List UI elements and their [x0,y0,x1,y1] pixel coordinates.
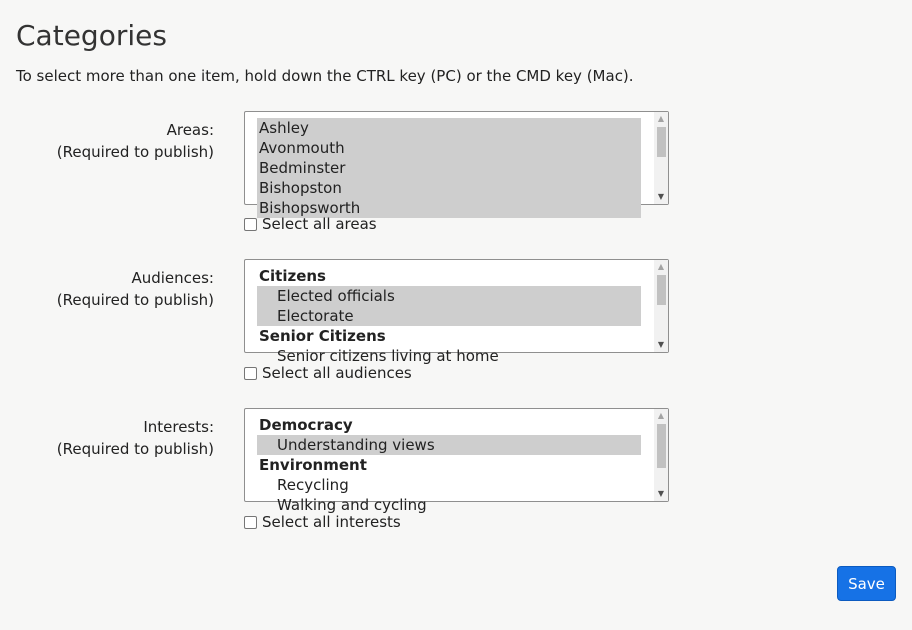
interests-label [57,416,214,460]
select-all-audiences-checkbox[interactable] [244,367,257,380]
instructions-text: To select more than one item, hold down the CTRL key (PC) or the CMD key (Mac). [16,67,634,85]
areas-label [57,119,214,163]
areas-listbox[interactable] [244,111,669,217]
save-button[interactable]: Save [837,566,896,601]
audiences-option[interactable]: Electorate [257,306,641,326]
areas-option[interactable]: Bishopsworth [257,198,641,218]
select-all-interests[interactable] [244,512,401,532]
areas-scrollbar[interactable] [654,112,668,204]
interests-scrollbar[interactable] [654,409,668,501]
select-all-areas-label[interactable]: Select all areas [262,215,377,233]
audiences-label-text: Audiences: [131,269,214,287]
interests-option[interactable]: Recycling [277,476,349,494]
interests-option[interactable]: Understanding views [257,435,641,455]
scrollbar-thumb[interactable] [657,127,666,157]
areas-option[interactable]: Bedminster [257,158,641,178]
audiences-option[interactable]: Citizens [259,267,326,285]
audiences-option[interactable]: Elected officials [257,286,641,306]
interests-required-note: (Required to publish) [56,440,214,458]
select-all-interests-label[interactable]: Select all interests [262,513,401,531]
interests-option[interactable]: Environment [259,456,367,474]
select-all-areas-checkbox[interactable] [244,218,257,231]
scroll-down-arrow-icon[interactable]: ▼ [657,489,665,498]
page-title: Categories [16,19,167,52]
scroll-up-arrow-icon[interactable]: ▲ [657,262,665,271]
select-all-interests-checkbox[interactable] [244,516,257,529]
select-all-audiences-label[interactable]: Select all audiences [262,364,412,382]
interests-option[interactable]: Walking and cycling [277,496,427,514]
select-all-areas[interactable] [244,214,377,234]
interests-listbox[interactable] [244,408,669,514]
scroll-up-arrow-icon[interactable]: ▲ [657,114,665,123]
scrollbar-thumb[interactable] [657,424,666,468]
scroll-down-arrow-icon[interactable]: ▼ [657,340,665,349]
interests-label-text: Interests: [143,418,214,436]
areas-option[interactable]: Avonmouth [257,138,641,158]
audiences-option[interactable]: Senior citizens living at home [277,347,499,365]
areas-option[interactable]: Bishopston [257,178,641,198]
audiences-listbox[interactable] [244,259,669,365]
audiences-scrollbar[interactable] [654,260,668,352]
scroll-down-arrow-icon[interactable]: ▼ [657,192,665,201]
areas-required-note: (Required to publish) [56,143,214,161]
select-all-audiences[interactable] [244,363,412,383]
scrollbar-thumb[interactable] [657,275,666,305]
scroll-up-arrow-icon[interactable]: ▲ [657,411,665,420]
interests-option[interactable]: Democracy [259,416,353,434]
audiences-label [57,267,214,311]
areas-option[interactable]: Ashley [257,118,641,138]
audiences-required-note: (Required to publish) [56,291,214,309]
areas-label-text: Areas: [166,121,214,139]
audiences-option[interactable]: Senior Citizens [259,327,386,345]
